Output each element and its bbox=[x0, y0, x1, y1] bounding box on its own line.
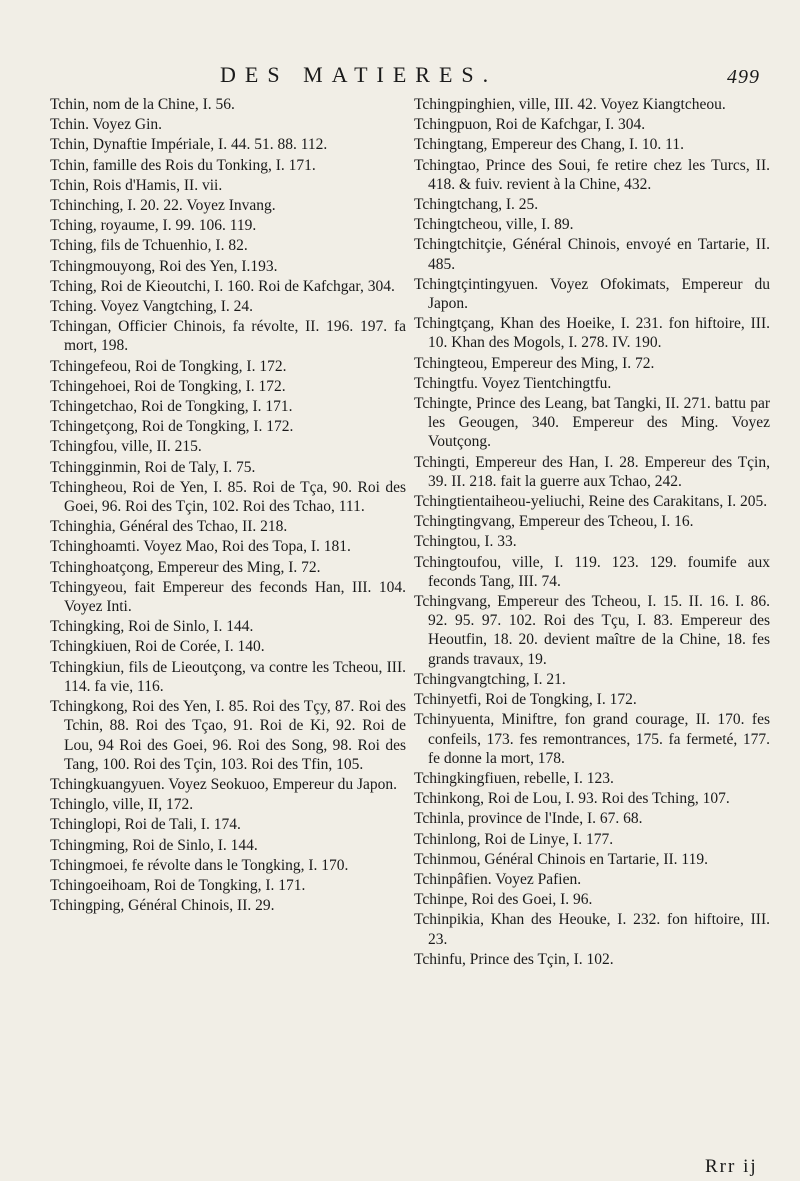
index-entry: Tchin, nom de la Chine, I. 56. bbox=[50, 96, 235, 113]
index-entry: Tchingtchitçie, Général Chinois, envoyé en Tartarie, II. 485. bbox=[414, 236, 770, 273]
index-entry: Tchingkiun, fils de Lieoutçong, va contre les Tcheou, III. 114. fa vie, 116. bbox=[50, 658, 406, 695]
index-entry: Tchingtao, Prince des Soui, fe retire chez les Turcs, II. 418. & fuiv. revient à la Chine, 432. bbox=[414, 156, 770, 193]
index-entry: Tchin, Dynaftie Impériale, I. 44. 51. 88. 112. bbox=[50, 136, 328, 154]
index-entry: Tchingpinghien, ville, III. 42. Voyez Kiangtcheou. bbox=[414, 96, 726, 113]
index-entry: Tchinglopi, Roi de Tali, I. 174. bbox=[50, 816, 241, 834]
index-entry: Tchingming, Roi de Sinlo, I. 144. bbox=[50, 836, 258, 854]
index-entry: Tchingmoei, fe révolte dans le Tongking, I. 170. bbox=[50, 856, 349, 874]
index-entry: Tchinyuenta, Miniftre, fon grand courage, II. 170. fes confeils, 173. fes remontrances, 175. fa fermeté, 177. fe donne la mort, 178. bbox=[414, 711, 770, 767]
index-entry: Tchingetçong, Roi de Tongking, I. 172. bbox=[50, 418, 294, 436]
index-entry: Tchinghia, Général des Tchao, II. 218. bbox=[50, 518, 288, 536]
index-entry: Tchingtçintingyuen. Voyez Ofokimats, Empereur du Japon. bbox=[414, 275, 770, 313]
index-entry: Tchingpuon, Roi de Kafchgar, I. 304. bbox=[414, 116, 646, 134]
index-entry: Tchingan, Officier Chinois, fa révolte, II. 196. 197. fa mort, 198. bbox=[50, 318, 406, 355]
left-column bbox=[50, 95, 406, 916]
index-entry: Tchinfu, Prince des Tçin, I. 102. bbox=[414, 950, 614, 968]
index-entry: Tchingteou, Empereur des Ming, I. 72. bbox=[414, 354, 655, 372]
index-entry: Tchinpâfien. Voyez Pafien. bbox=[414, 870, 582, 888]
index-entry: Tchingkuangyuen. Voyez Seokuoo, Empereur du Japon. bbox=[50, 775, 398, 793]
index-entry: Tchingtcheou, ville, I. 89. bbox=[414, 216, 574, 234]
index-entry: Tching. Voyez Vangtching, I. 24. bbox=[50, 298, 253, 316]
index-entry: Tchinglo, ville, II, 172. bbox=[50, 796, 194, 814]
index-entry: Tchingehoei, Roi de Tongking, I. 172. bbox=[50, 377, 286, 395]
signature-mark: Rrr ij bbox=[705, 1156, 758, 1177]
index-entry: Tchin. Voyez Gin. bbox=[50, 116, 162, 134]
index-entry: Tchingtchang, I. 25. bbox=[414, 196, 539, 214]
index-entry: Tchin, famille des Rois du Tonking, I. 171. bbox=[50, 156, 316, 174]
index-entry: Tchingginmin, Roi de Taly, I. 75. bbox=[50, 458, 256, 476]
index-entry: Tchinghoamti. Voyez Mao, Roi des Topa, I. 181. bbox=[50, 538, 351, 556]
index-entry: Tchingping, Général Chinois, II. 29. bbox=[50, 897, 275, 915]
index-entry: Tchin, Rois d'Hamis, II. vii. bbox=[50, 176, 223, 194]
index-entry: Tchinghoatçong, Empereur des Ming, I. 72. bbox=[50, 558, 321, 576]
index-entry: Tchinkong, Roi de Lou, I. 93. Roi des Tching, 107. bbox=[414, 790, 730, 808]
index-entry: Tchinpikia, Khan des Heouke, I. 232. fon hiftoire, III. 23. bbox=[414, 911, 770, 948]
index-entry: Tchinching, I. 20. 22. Voyez Invang. bbox=[50, 197, 276, 215]
index-entry: Tchingtang, Empereur des Chang, I. 10. 11. bbox=[414, 136, 684, 154]
index-entry: Tchinmou, Général Chinois en Tartarie, II. 119. bbox=[414, 850, 708, 868]
index-entry: Tchinla, province de l'Inde, I. 67. 68. bbox=[414, 810, 643, 828]
index-entry: Tchingte, Prince des Leang, bat Tangki, II. 271. battu par les Geougen, 340. Empereur des Ming. Voyez Voutçong. bbox=[414, 395, 770, 451]
index-entry: Tchingkiuen, Roi de Corée, I. 140. bbox=[50, 638, 265, 656]
index-entry: Tchingkong, Roi des Yen, I. 85. Roi des Tçy, 87. Roi des Tchin, 88. Roi des Tçao, 91. Roi de Ki, 92. Roi de Lou, 94 Roi des Goei, 96. Roi des Song, 98. Roi des Tang, 100. Roi des Tçin, 103. Roi des Tfin, 105. bbox=[50, 698, 406, 773]
index-entry: Tchingtientaiheou-yeliuchi, Reine des Carakitans, I. 205. bbox=[414, 493, 768, 511]
index-entry: Tching, Roi de Kieoutchi, I. 160. Roi de Kafchgar, 304. bbox=[50, 277, 395, 295]
index-entry: Tchingkingfiuen, rebelle, I. 123. bbox=[414, 769, 614, 787]
running-header bbox=[220, 62, 760, 92]
index-entry: Tchinlong, Roi de Linye, I. 177. bbox=[414, 830, 614, 848]
index-entry: Tchingyeou, fait Empereur des feconds Han, III. 104. Voyez Inti. bbox=[50, 578, 406, 616]
index-entry: Tchingvang, Empereur des Tcheou, I. 15. II. 16. I. 86. 92. 95. 97. 102. Roi des Tçu, I. 83. Empereur des Heoutfin, 18. 20. devient maître de la Chine, 18. fes grands travaux, 19. bbox=[414, 593, 770, 668]
index-entry: Tchingtçang, Khan des Hoeike, I. 231. fon hiftoire, III. 10. Khan des Mogols, I. 278. IV. 190. bbox=[414, 315, 770, 352]
index-entry: Tchingtfu. Voyez Tientchingtfu. bbox=[414, 374, 612, 392]
index-entry: Tchingmouyong, Roi des Yen, I.193. bbox=[50, 257, 278, 275]
index-entry: Tchingtoufou, ville, I. 119. 123. 129. foumife aux feconds Tang, III. 74. bbox=[414, 553, 770, 590]
right-column bbox=[414, 95, 770, 970]
index-entry: Tching, royaume, I. 99. 106. 119. bbox=[50, 217, 257, 235]
index-entry: Tchingvangtching, I. 21. bbox=[414, 670, 566, 688]
index-entry: Tching, fils de Tchuenhio, I. 82. bbox=[50, 237, 248, 255]
index-entry: Tchingking, Roi de Sinlo, I. 144. bbox=[50, 618, 254, 636]
index-entry: Tchinpe, Roi des Goei, I. 96. bbox=[414, 891, 593, 909]
index-entry: Tchingheou, Roi de Yen, I. 85. Roi de Tça, 90. Roi des Goei, 96. Roi des Tçin, 102. Roi des Tchao, 111. bbox=[50, 478, 406, 516]
header-title: DES MATIERES. bbox=[220, 62, 498, 87]
page-number: 499 bbox=[727, 66, 760, 88]
index-entry: Tchingtingvang, Empereur des Tcheou, I. 16. bbox=[414, 513, 694, 531]
index-entry: Tchingfou, ville, II. 215. bbox=[50, 438, 202, 456]
index-entry: Tchingtou, I. 33. bbox=[414, 533, 517, 551]
index-entry: Tchingoeihoam, Roi de Tongking, I. 171. bbox=[50, 876, 306, 894]
index-entry: Tchingetchao, Roi de Tongking, I. 171. bbox=[50, 398, 293, 416]
index-entry: Tchingefeou, Roi de Tongking, I. 172. bbox=[50, 357, 287, 375]
index-entry: Tchingti, Empereur des Han, I. 28. Empereur des Tçin, 39. II. 218. fait la guerre aux Tchao, 242. bbox=[414, 453, 770, 490]
index-entry: Tchinyetfi, Roi de Tongking, I. 172. bbox=[414, 691, 637, 709]
